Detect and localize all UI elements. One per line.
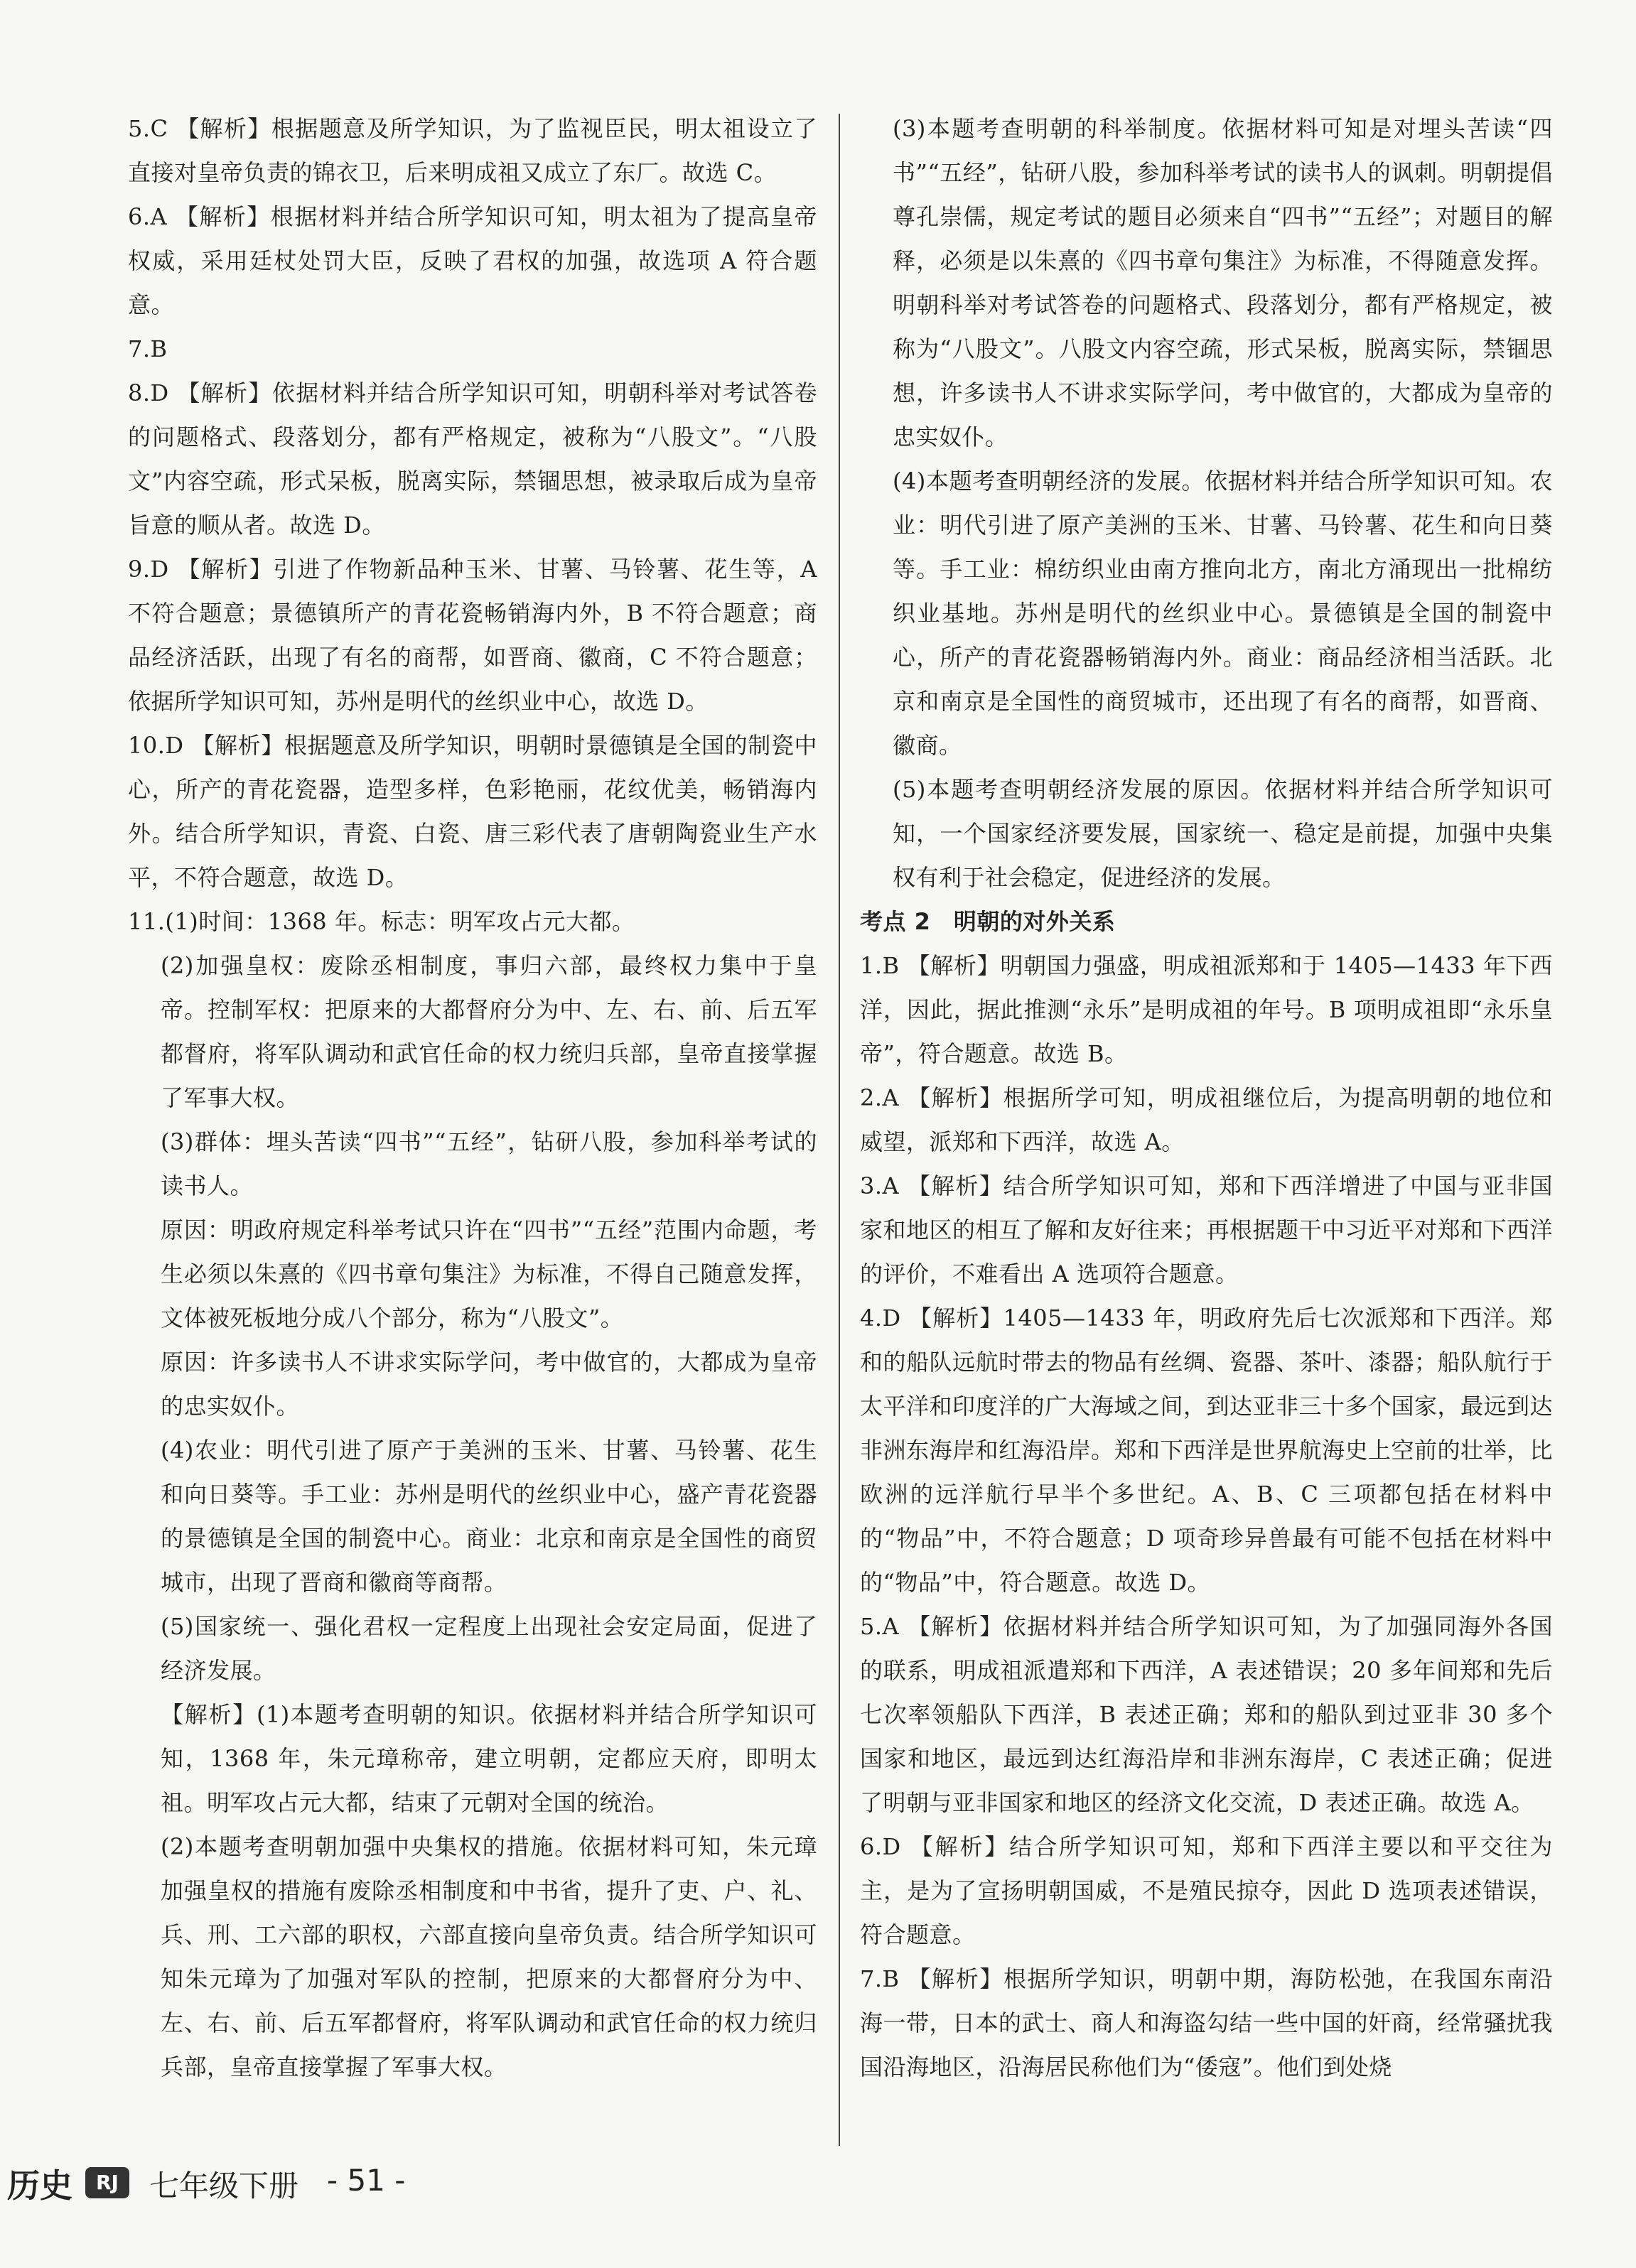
answer-paragraph: (3)本题考查明朝的科举制度。依据材料可知是对埋头苦读“四书”“五经”，钻研八股，参加科举考试的读书人的讽刺。明朝提倡尊孔崇儒，规定考试的题目必须来自“四书”“五经”；对题目的解释，必须是以朱熹的《四书章句集注》为标准，不得随意发挥。明朝科举对考试答卷的问题格式、段落划分，都有严格规定，被称为“八股文”。八股文内容空疏，形式呆板，脱离实际，禁锢思想，许多读书人不讲求实际学问，考中做官的，大都成为皇帝的忠实奴仆。 (893, 115, 1553, 450)
answer-paragraph: 11.(1)时间：1368 年。标志：明军攻占元大都。 (128, 908, 635, 935)
answer-paragraph: 5.C 【解析】根据题意及所学知识，为了监视臣民，明太祖设立了直接对皇帝负责的锦衣卫，后来明成祖又成立了东厂。故选 C。 (128, 115, 817, 186)
answer-paragraph: 2.A 【解析】根据所学可知，明成祖继位后，为提高明朝的地位和威望，派郑和下西洋，故选 A。 (860, 1084, 1553, 1155)
answer-paragraph: 10.D 【解析】根据题意及所学知识，明朝时景德镇是全国的制瓷中心，所产的青花瓷器，造型多样，色彩艳丽，花纹优美，畅销海内外。结合所学知识，青瓷、白瓷、唐三彩代表了唐朝陶瓷业生产水平，不符合题意，故选 D。 (128, 732, 817, 891)
answer-paragraph: (4)本题考查明朝经济的发展。依据材料并结合所学知识可知。农业：明代引进了原产美洲的玉米、甘薯、马铃薯、花生和向日葵等。手工业：棉纺织业由南方推向北方，南北方涌现出一批棉纺织业基地。苏州是明代的丝织业中心。景德镇是全国的制瓷中心，所产的青花瓷器畅销海内外。商业：商品经济相当活跃。北京和南京是全国性的商贸城市，还出现了有名的商帮，如晋商、徽商。 (893, 468, 1553, 759)
answer-paragraph: 原因：许多读书人不讲求实际学问，考中做官的，大都成为皇帝的忠实奴仆。 (161, 1349, 817, 1420)
answer-paragraph: 7.B (128, 335, 168, 362)
answer-paragraph: (5)国家统一、强化君权一定程度上出现社会安定局面，促进了经济发展。 (161, 1613, 817, 1684)
page-number: - 51 - (327, 2163, 406, 2198)
answer-paragraph: 9.D 【解析】引进了作物新品种玉米、甘薯、马铃薯、花生等，A 不符合题意；景德镇所产的青花瓷畅销海内外，B 不符合题意；商品经济活跃，出现了有名的商帮，如晋商、徽商，C 不符合题意；依据所学知识可知，苏州是明代的丝织业中心，故选 D。 (128, 556, 817, 715)
section-heading: 考点 2 明朝的对外关系 (860, 908, 1116, 935)
page-footer (0, 2153, 497, 2217)
answer-paragraph: 1.B 【解析】明朝国力强盛，明成祖派郑和于 1405—1433 年下西洋，因此，据此推测“永乐”是明成祖的年号。B 项明成祖即“永乐皇帝”，符合题意。故选 B。 (860, 952, 1553, 1067)
answer-paragraph: (4)农业：明代引进了原产于美洲的玉米、甘薯、马铃薯、花生和向日葵等。手工业：苏州是明代的丝织业中心，盛产青花瓷器的景德镇是全国的制瓷中心。商业：北京和南京是全国性的商贸城市，出现了晋商和徽商等商帮。 (161, 1437, 817, 1596)
answer-paragraph: 4.D 【解析】1405—1433 年，明政府先后七次派郑和下西洋。郑和的船队远航时带去的物品有丝绸、瓷器、茶叶、漆器；船队航行于太平洋和印度洋的广大海域之间，到达亚非三十多个国家，最远到达非洲东海岸和红海沿岸。郑和下西洋是世界航海史上空前的壮举，比欧洲的远洋航行早半个多世纪。A、B、C 三项都包括在材料中的“物品”中，不符合题意；D 项奇珍异兽最有可能不包括在材料中的“物品”中，符合题意。故选 D。 (860, 1305, 1554, 1596)
grade-label: 七年级下册 (149, 2169, 299, 2203)
answer-paragraph: (5)本题考查明朝经济发展的原因。依据材料并结合所学知识可知，一个国家经济要发展，国家统一、稳定是前提，加强中央集权有利于社会稳定，促进经济的发展。 (893, 776, 1553, 891)
answer-paragraph: (2)本题考查明朝加强中央集权的措施。依据材料可知，朱元璋加强皇权的措施有废除丞相制度和中书省，提升了吏、户、礼、兵、刑、工六部的职权，六部直接向皇帝负责。结合所学知识可知朱元璋为了加强对军队的控制，把原来的大都督府分为中、左、右、前、后五军都督府，将军队调动和武官任命的权力统归兵部，皇帝直接掌握了军事大权。 (161, 1833, 817, 2080)
answer-paragraph: 5.A 【解析】依据材料并结合所学知识可知，为了加强同海外各国的联系，明成祖派遣郑和下西洋，A 表述错误；20 多年间郑和先后七次率领船队下西洋，B 表述正确；郑和的船队到过亚非 30 多个国家和地区，最远到达红海沿岸和非洲东海岸，C 表述正确；促进了明朝与亚非国家和地区的经济文化交流，D 表述正确。故选 A。 (860, 1613, 1553, 1816)
left-column (128, 107, 817, 2089)
answer-paragraph: 原因：明政府规定科举考试只许在“四书”“五经”范围内命题，考生必须以朱熹的《四书章句集注》为标准，不得自己随意发挥，文体被死板地分成八个部分，称为“八股文”。 (161, 1216, 817, 1332)
subject-label: 历史 (7, 2166, 72, 2205)
right-column (860, 107, 1553, 2089)
answer-paragraph: 8.D 【解析】依据材料并结合所学知识可知，明朝科举对考试答卷的问题格式、段落划分，都有严格规定，被称为“八股文”。“八股文”内容空疏，形式呆板，脱离实际，禁锢思想，被录取后成为皇帝旨意的顺从者。故选 D。 (128, 379, 817, 539)
column-divider (839, 114, 840, 2146)
answer-paragraph: 6.A 【解析】根据材料并结合所学知识可知，明太祖为了提高皇帝权威，采用廷杖处罚大臣，反映了君权的加强，故选项 A 符合题意。 (128, 203, 817, 318)
answer-paragraph: 3.A 【解析】结合所学知识可知，郑和下西洋增进了中国与亚非国家和地区的相互了解和友好往来；再根据题干中习近平对郑和下西洋的评价，不难看出 A 选项符合题意。 (860, 1172, 1554, 1287)
answer-paragraph: 【解析】(1)本题考查明朝的知识。依据材料并结合所学知识可知，1368 年，朱元璋称帝，建立明朝，定都应天府，即明太祖。明军攻占元大都，结束了元朝对全国的统治。 (161, 1701, 817, 1816)
edition-badge: RJ (85, 2167, 129, 2198)
answer-paragraph: (3)群体：埋头苦读“四书”“五经”，钻研八股，参加科举考试的读书人。 (161, 1128, 817, 1199)
answer-paragraph: 7.B 【解析】根据所学知识，明朝中期，海防松弛，在我国东南沿海一带，日本的武士、商人和海盗勾结一些中国的奸商，经常骚扰我国沿海地区，沿海居民称他们为“倭寇”。他们到处烧 (860, 1965, 1554, 2080)
answer-paragraph: 6.D 【解析】结合所学知识可知，郑和下西洋主要以和平交往为主，是为了宣扬明朝国威，不是殖民掠夺，因此 D 选项表述错误，符合题意。 (860, 1833, 1553, 1948)
answer-paragraph: (2)加强皇权：废除丞相制度，事归六部，最终权力集中于皇帝。控制军权：把原来的大都督府分为中、左、右、前、后五军都督府，将军队调动和武官任命的权力统归兵部，皇帝直接掌握了军事大权。 (161, 952, 817, 1111)
